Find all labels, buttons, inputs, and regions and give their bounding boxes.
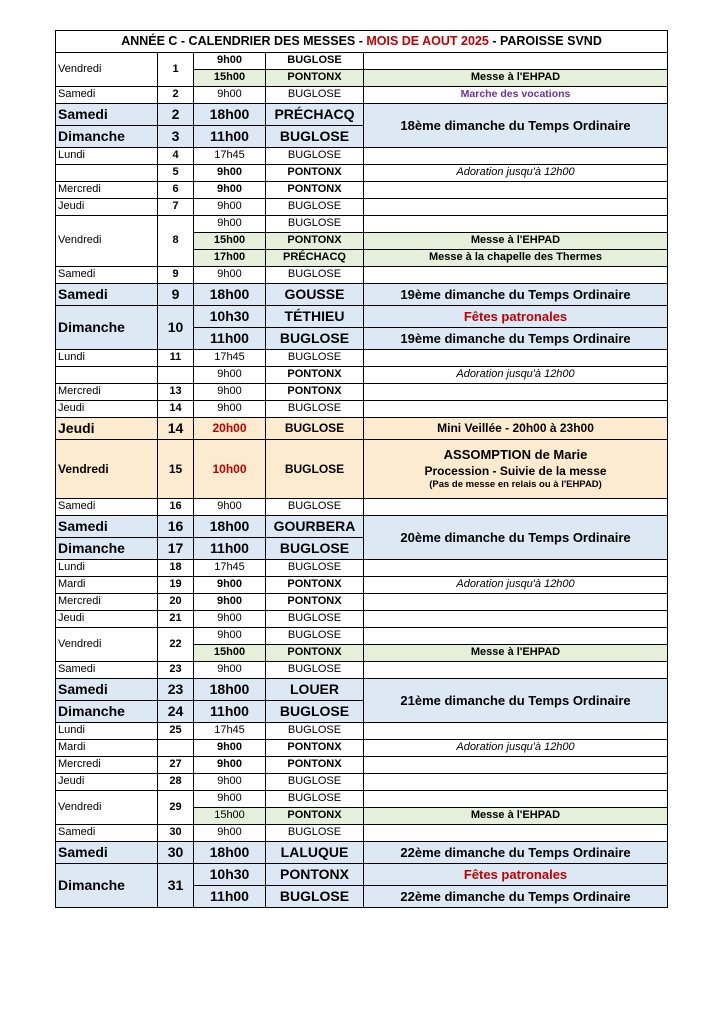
date-cell: 24	[158, 701, 194, 723]
time-cell: 17h45	[194, 560, 266, 577]
place-cell: BUGLOSE	[266, 328, 364, 350]
day-cell: Jeudi	[56, 401, 158, 418]
table-row	[56, 864, 668, 886]
table-row	[56, 350, 668, 367]
day-cell: Lundi	[56, 350, 158, 367]
time-cell: 9h00	[194, 216, 266, 233]
place-cell: BUGLOSE	[266, 611, 364, 628]
place-cell: PRÉCHACQ	[266, 104, 364, 126]
time-cell: 15h00	[194, 808, 266, 825]
day-cell: Jeudi	[56, 199, 158, 216]
day-cell: Samedi	[56, 842, 158, 864]
day-cell: Lundi	[56, 723, 158, 740]
day-cell: Dimanche	[56, 126, 158, 148]
table-row	[56, 825, 668, 842]
place-cell: GOURBERA	[266, 516, 364, 538]
note-cell: Messe à l'EHPAD	[364, 70, 668, 87]
day-cell: Lundi	[56, 148, 158, 165]
table-row	[56, 104, 668, 126]
date-cell: 25	[158, 723, 194, 740]
day-cell: Mardi	[56, 740, 158, 757]
calendar-sheet	[55, 30, 667, 908]
date-cell: 31	[158, 864, 194, 908]
time-cell: 9h00	[194, 267, 266, 284]
day-cell: Jeudi	[56, 611, 158, 628]
place-cell: TÉTHIEU	[266, 306, 364, 328]
title-row	[56, 31, 668, 53]
table-row	[56, 165, 668, 182]
place-cell: BUGLOSE	[266, 628, 364, 645]
day-cell: Mardi	[56, 577, 158, 594]
place-cell: BUGLOSE	[266, 774, 364, 791]
place-cell: BUGLOSE	[266, 87, 364, 104]
day-cell: Samedi	[56, 825, 158, 842]
note-cell	[364, 560, 668, 577]
mass-calendar-table	[55, 30, 668, 908]
place-cell: PRÉCHACQ	[266, 250, 364, 267]
day-cell: Jeudi	[56, 774, 158, 791]
day-cell: Mercredi	[56, 384, 158, 401]
table-row	[56, 284, 668, 306]
table-row	[56, 594, 668, 611]
date-cell: 16	[158, 516, 194, 538]
note-cell: Fêtes patronales	[364, 864, 668, 886]
note-cell: 22ème dimanche du Temps Ordinaire	[364, 842, 668, 864]
day-cell: Mercredi	[56, 594, 158, 611]
table-row	[56, 53, 668, 70]
time-cell: 15h00	[194, 645, 266, 662]
day-cell: Samedi	[56, 87, 158, 104]
place-cell: PONTONX	[266, 367, 364, 384]
place-cell: PONTONX	[266, 808, 364, 825]
day-cell: Samedi	[56, 267, 158, 284]
day-cell: Jeudi	[56, 418, 158, 440]
date-cell: 10	[158, 306, 194, 350]
place-cell: BUGLOSE	[266, 701, 364, 723]
table-row	[56, 757, 668, 774]
place-cell: BUGLOSE	[266, 418, 364, 440]
date-cell	[158, 367, 194, 384]
date-cell: 18	[158, 560, 194, 577]
place-cell: PONTONX	[266, 864, 364, 886]
place-cell: BUGLOSE	[266, 825, 364, 842]
note-cell: Adoration jusqu'à 12h00	[364, 577, 668, 594]
time-cell: 9h00	[194, 87, 266, 104]
place-cell: BUGLOSE	[266, 401, 364, 418]
place-cell: PONTONX	[266, 165, 364, 182]
date-cell: 21	[158, 611, 194, 628]
time-cell: 18h00	[194, 104, 266, 126]
place-cell: BUGLOSE	[266, 791, 364, 808]
date-cell: 30	[158, 825, 194, 842]
place-cell: BUGLOSE	[266, 440, 364, 499]
time-cell: 9h00	[194, 757, 266, 774]
day-cell: Samedi	[56, 679, 158, 701]
time-cell: 9h00	[194, 182, 266, 199]
date-cell: 23	[158, 679, 194, 701]
note-cell	[364, 401, 668, 418]
date-cell: 20	[158, 594, 194, 611]
time-cell: 17h45	[194, 350, 266, 367]
day-cell: Samedi	[56, 516, 158, 538]
note-cell: 21ème dimanche du Temps Ordinaire	[364, 679, 668, 723]
note-cell: 20ème dimanche du Temps Ordinaire	[364, 516, 668, 560]
table-row	[56, 516, 668, 538]
date-cell: 27	[158, 757, 194, 774]
place-cell: BUGLOSE	[266, 499, 364, 516]
place-cell: BUGLOSE	[266, 560, 364, 577]
feast-remark: (Pas de messe en relais ou à l'EHPAD)	[429, 478, 602, 490]
date-cell: 15	[158, 440, 194, 499]
note-cell	[364, 440, 668, 499]
table-row	[56, 440, 668, 499]
time-cell: 9h00	[194, 662, 266, 679]
time-cell: 9h00	[194, 825, 266, 842]
date-cell: 17	[158, 538, 194, 560]
place-cell: PONTONX	[266, 740, 364, 757]
table-row	[56, 87, 668, 104]
table-row	[56, 384, 668, 401]
time-cell: 9h00	[194, 774, 266, 791]
place-cell: BUGLOSE	[266, 216, 364, 233]
time-cell: 11h00	[194, 126, 266, 148]
table-row	[56, 791, 668, 808]
date-cell: 1	[158, 53, 194, 87]
table-row	[56, 367, 668, 384]
day-cell: Dimanche	[56, 864, 158, 908]
date-cell: 30	[158, 842, 194, 864]
place-cell: LALUQUE	[266, 842, 364, 864]
time-cell: 20h00	[194, 418, 266, 440]
date-cell: 9	[158, 284, 194, 306]
place-cell: BUGLOSE	[266, 538, 364, 560]
note-cell	[364, 662, 668, 679]
note-cell	[364, 791, 668, 808]
note-cell	[364, 628, 668, 645]
note-cell: Mini Veillée - 20h00 à 23h00	[364, 418, 668, 440]
time-cell: 18h00	[194, 516, 266, 538]
day-cell	[56, 367, 158, 384]
feast-procession: Procession - Suivie de la messe	[424, 463, 607, 478]
day-cell: Mercredi	[56, 182, 158, 199]
place-cell: LOUER	[266, 679, 364, 701]
date-cell: 13	[158, 384, 194, 401]
time-cell: 9h00	[194, 165, 266, 182]
date-cell: 4	[158, 148, 194, 165]
date-cell: 2	[158, 104, 194, 126]
note-cell: Messe à la chapelle des Thermes	[364, 250, 668, 267]
table-row	[56, 842, 668, 864]
place-cell: PONTONX	[266, 70, 364, 87]
day-cell: Vendredi	[56, 53, 158, 87]
date-cell: 5	[158, 165, 194, 182]
table-row	[56, 306, 668, 328]
place-cell: PONTONX	[266, 182, 364, 199]
time-cell: 9h00	[194, 199, 266, 216]
time-cell: 18h00	[194, 679, 266, 701]
place-cell: BUGLOSE	[266, 267, 364, 284]
time-cell: 10h00	[194, 440, 266, 499]
note-cell	[364, 182, 668, 199]
day-cell: Samedi	[56, 104, 158, 126]
date-cell: 14	[158, 418, 194, 440]
place-cell: BUGLOSE	[266, 126, 364, 148]
note-cell	[364, 148, 668, 165]
note-cell: Messe à l'EHPAD	[364, 808, 668, 825]
place-cell: GOUSSE	[266, 284, 364, 306]
date-cell: 3	[158, 126, 194, 148]
time-cell: 17h45	[194, 723, 266, 740]
table-row	[56, 418, 668, 440]
day-cell: Lundi	[56, 560, 158, 577]
feast-title: ASSOMPTION de Marie	[443, 447, 588, 463]
table-row	[56, 662, 668, 679]
note-cell: Adoration jusqu'à 12h00	[364, 165, 668, 182]
time-cell: 9h00	[194, 594, 266, 611]
place-cell: BUGLOSE	[266, 723, 364, 740]
time-cell: 11h00	[194, 701, 266, 723]
time-cell: 18h00	[194, 842, 266, 864]
note-cell	[364, 825, 668, 842]
table-row	[56, 774, 668, 791]
note-cell: 19ème dimanche du Temps Ordinaire	[364, 328, 668, 350]
table-row	[56, 199, 668, 216]
note-cell	[364, 53, 668, 70]
note-cell	[364, 611, 668, 628]
place-cell: BUGLOSE	[266, 148, 364, 165]
place-cell: BUGLOSE	[266, 53, 364, 70]
title-month: MOIS DE AOUT 2025	[366, 33, 489, 48]
date-cell: 19	[158, 577, 194, 594]
place-cell: BUGLOSE	[266, 350, 364, 367]
day-cell: Vendredi	[56, 791, 158, 825]
table-row	[56, 499, 668, 516]
date-cell	[158, 740, 194, 757]
note-cell: Adoration jusqu'à 12h00	[364, 367, 668, 384]
note-cell: Messe à l'EHPAD	[364, 233, 668, 250]
date-cell: 16	[158, 499, 194, 516]
table-row	[56, 182, 668, 199]
note-cell: 22ème dimanche du Temps Ordinaire	[364, 886, 668, 908]
place-cell: PONTONX	[266, 594, 364, 611]
date-cell: 9	[158, 267, 194, 284]
time-cell: 10h30	[194, 306, 266, 328]
date-cell: 29	[158, 791, 194, 825]
date-cell: 14	[158, 401, 194, 418]
page-title: ANNÉE C - CALENDRIER DES MESSES - MOIS DE AOUT 2025 - PAROISSE SVND	[56, 31, 668, 53]
table-row	[56, 401, 668, 418]
table-row	[56, 611, 668, 628]
day-cell: Vendredi	[56, 216, 158, 267]
time-cell: 9h00	[194, 791, 266, 808]
table-row	[56, 216, 668, 233]
note-cell	[364, 594, 668, 611]
note-cell: 18ème dimanche du Temps Ordinaire	[364, 104, 668, 148]
time-cell: 9h00	[194, 611, 266, 628]
day-cell	[56, 165, 158, 182]
day-cell: Mercredi	[56, 757, 158, 774]
day-cell: Samedi	[56, 499, 158, 516]
time-cell: 9h00	[194, 499, 266, 516]
note-cell: Fêtes patronales	[364, 306, 668, 328]
place-cell: BUGLOSE	[266, 886, 364, 908]
note-cell: Messe à l'EHPAD	[364, 645, 668, 662]
place-cell: BUGLOSE	[266, 199, 364, 216]
day-cell: Dimanche	[56, 306, 158, 350]
date-cell: 8	[158, 216, 194, 267]
place-cell: PONTONX	[266, 645, 364, 662]
note-cell	[364, 723, 668, 740]
date-cell: 28	[158, 774, 194, 791]
place-cell: PONTONX	[266, 757, 364, 774]
date-cell: 6	[158, 182, 194, 199]
time-cell: 11h00	[194, 886, 266, 908]
place-cell: PONTONX	[266, 233, 364, 250]
date-cell: 7	[158, 199, 194, 216]
time-cell: 9h00	[194, 401, 266, 418]
place-cell: PONTONX	[266, 384, 364, 401]
time-cell: 9h00	[194, 384, 266, 401]
table-row	[56, 740, 668, 757]
time-cell: 9h00	[194, 53, 266, 70]
place-cell: BUGLOSE	[266, 662, 364, 679]
day-cell: Samedi	[56, 662, 158, 679]
day-cell: Vendredi	[56, 440, 158, 499]
day-cell: Dimanche	[56, 538, 158, 560]
time-cell: 11h00	[194, 328, 266, 350]
note-cell	[364, 757, 668, 774]
time-cell: 9h00	[194, 740, 266, 757]
table-row	[56, 723, 668, 740]
time-cell: 11h00	[194, 538, 266, 560]
table-row	[56, 560, 668, 577]
time-cell: 15h00	[194, 233, 266, 250]
place-cell: PONTONX	[266, 577, 364, 594]
table-row	[56, 628, 668, 645]
date-cell: 23	[158, 662, 194, 679]
table-row	[56, 679, 668, 701]
date-cell: 11	[158, 350, 194, 367]
time-cell: 18h00	[194, 284, 266, 306]
note-cell	[364, 199, 668, 216]
day-cell: Samedi	[56, 284, 158, 306]
time-cell: 9h00	[194, 577, 266, 594]
time-cell: 9h00	[194, 367, 266, 384]
time-cell: 9h00	[194, 628, 266, 645]
time-cell: 10h30	[194, 864, 266, 886]
note-cell	[364, 384, 668, 401]
note-cell: Marche des vocations	[364, 87, 668, 104]
time-cell: 15h00	[194, 70, 266, 87]
time-cell: 17h00	[194, 250, 266, 267]
table-row	[56, 267, 668, 284]
note-cell: 19ème dimanche du Temps Ordinaire	[364, 284, 668, 306]
note-cell	[364, 350, 668, 367]
note-cell	[364, 216, 668, 233]
note-cell	[364, 267, 668, 284]
table-row	[56, 577, 668, 594]
note-cell	[364, 774, 668, 791]
date-cell: 2	[158, 87, 194, 104]
date-cell: 22	[158, 628, 194, 662]
note-cell: Adoration jusqu'à 12h00	[364, 740, 668, 757]
note-cell	[364, 499, 668, 516]
table-row	[56, 148, 668, 165]
day-cell: Dimanche	[56, 701, 158, 723]
day-cell: Vendredi	[56, 628, 158, 662]
time-cell: 17h45	[194, 148, 266, 165]
